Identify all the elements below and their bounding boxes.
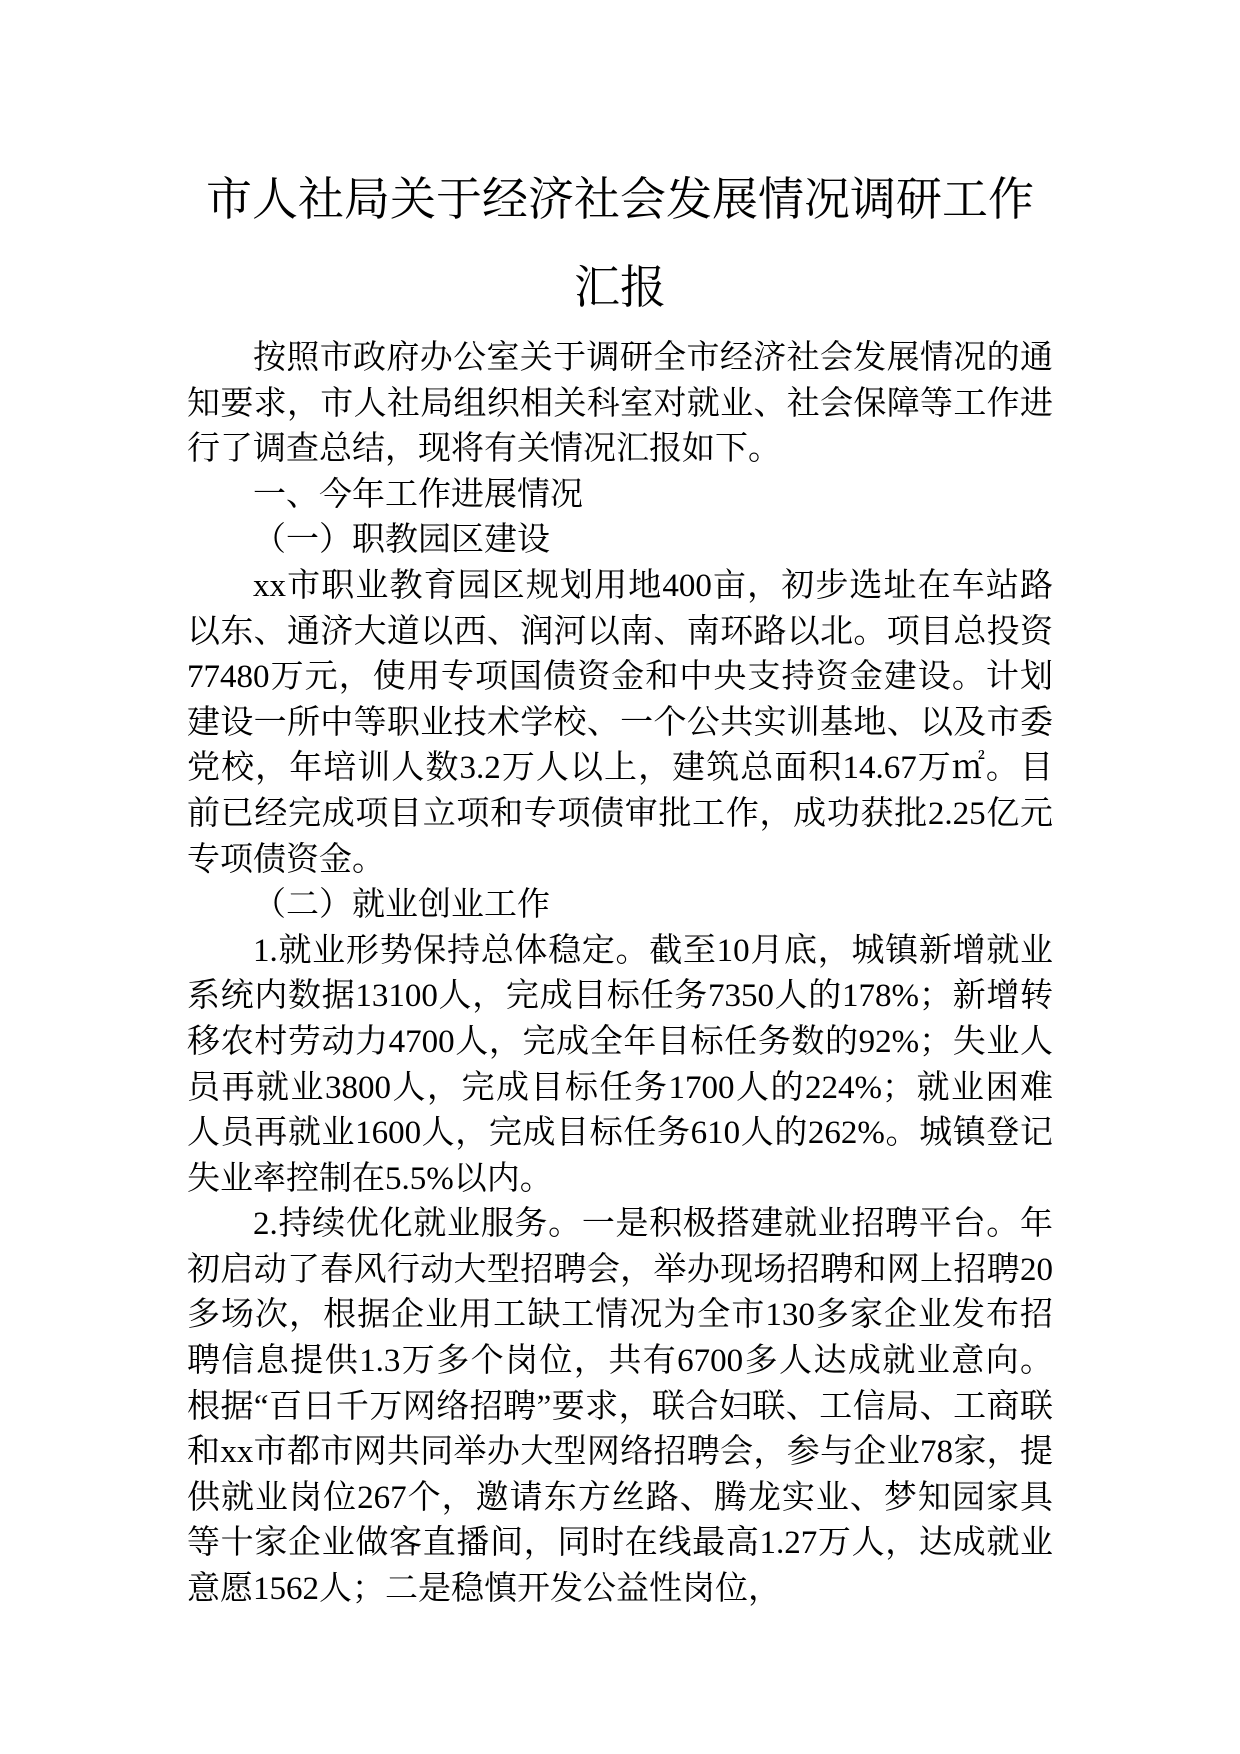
- paragraph-employment-service: 2.持续优化就业服务。一是积极搭建就业招聘平台。年初启动了春风行动大型招聘会，举办现场招聘和网上招聘20多场次，根据企业用工缺工情况为全市130多家企业发布招聘信息提供1.3万多个岗位，共有6700多人达成就业意向。根据“百日千万网络招聘”要求，联合妇联、工信局、工商联和xx市都市网共同举办大型网络招聘会，参与企业78家，提供就业岗位267个，邀请东方丝路、腾龙实业、梦知园家具等十家企业做客直播间，同时在线最高1.27万人，达成就业意愿1562人；二是稳慎开发公益性岗位，: [187, 1206, 1053, 1608]
- document-title-line-2: 汇报: [574, 260, 666, 314]
- paragraph-vocational-park: xx市职业教育园区规划用地400亩，初步选址在车站路以东、通济大道以西、润河以南、南环路以北。项目总投资77480万元，使用专项国债资金和中央支持资金建设。计划建设一所中等职业技术学校、一个公共实训基地、以及市委党校，年培训人数3.2万人以上，建筑总面积14.67万㎡。目前已经完成项目立项和专项债审批工作，成功获批2.25亿元专项债资金。: [187, 567, 1053, 878]
- subsection-heading-2: （二）就业创业工作: [253, 887, 550, 924]
- subsection-heading-1: （一）职教园区建设: [253, 522, 550, 559]
- section-heading-1: 一、今年工作进展情况: [253, 476, 583, 513]
- paragraph-employment-stable: 1.就业形势保持总体稳定。截至10月底，城镇新增就业系统内数据13100人，完成目标任务7350人的178%；新增转移农村劳动力4700人，完成全年目标任务数的92%；失业人员再就业3800人，完成目标任务1700人的224%；就业困难人员再就业1600人，完成目标任务610人的262%。城镇登记失业率控制在5.5%以内。: [187, 932, 1053, 1197]
- document-body: [187, 336, 1053, 1613]
- intro-paragraph: 按照市政府办公室关于调研全市经济社会发展情况的通知要求，市人社局组织相关科室对就业、社会保障等工作进行了调查总结，现将有关情况汇报如下。: [187, 340, 1053, 468]
- document-title-line-1: 市人社局关于经济社会发展情况调研工作: [206, 172, 1034, 226]
